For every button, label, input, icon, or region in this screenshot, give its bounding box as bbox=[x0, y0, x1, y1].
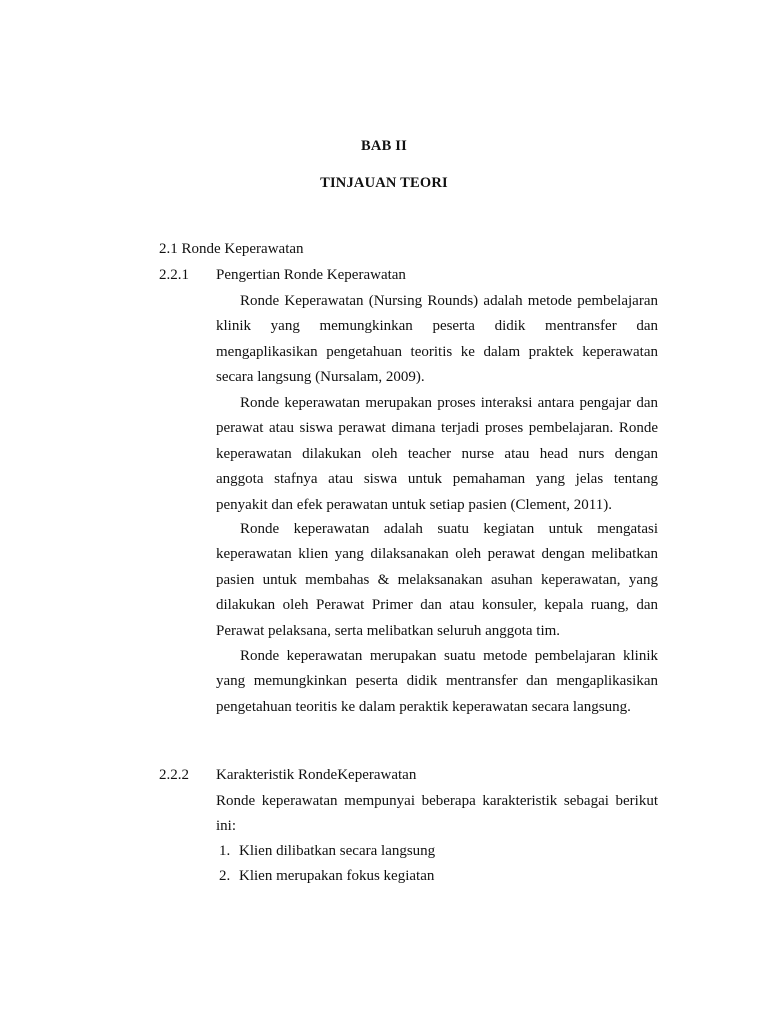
paragraph bbox=[216, 791, 658, 842]
paragraph bbox=[216, 519, 658, 646]
text-line: anggota stafnya atau siswa untuk pemahaman yang jelas tentang bbox=[216, 471, 658, 488]
text-line: Ronde keperawatan mempunyai beberapa karakteristik sebagai berikut bbox=[216, 793, 658, 809]
text-line: yang memungkinkan peserta didik mentransfer dan mengaplikasikan bbox=[216, 673, 658, 690]
list-item: Klien merupakan fokus kegiatan bbox=[239, 868, 435, 884]
text-line: keperawatan dilakukan oleh teacher nurse atau head nurs dengan bbox=[216, 445, 658, 462]
text-line: keperawatan klien yang dilaksanakan oleh perawat dengan melibatkan bbox=[216, 546, 658, 563]
text-line: Ronde keperawatan adalah suatu kegiatan untuk mengatasi bbox=[240, 521, 658, 537]
list-item: Klien dilibatkan secara langsung bbox=[239, 843, 436, 859]
subsection-title: Karakteristik RondeKeperawatan bbox=[216, 767, 417, 783]
text-line: perawat atau siswa perawat dimana terjadi proses pembelajaran. Ronde bbox=[216, 420, 658, 437]
text-line: Ronde keperawatan merupakan suatu metode pembelajaran klinik bbox=[240, 648, 658, 664]
chapter-title: TINJAUAN TEORI bbox=[320, 175, 448, 191]
subsection-number: 2.2.2 bbox=[159, 767, 189, 783]
chapter-label: BAB II bbox=[361, 138, 407, 154]
paragraph bbox=[216, 646, 658, 722]
text-line: pengetahuan teoritis ke dalam peraktik keperawatan secara langsung. bbox=[216, 698, 631, 715]
list-item-marker: 2. bbox=[219, 868, 231, 884]
subsection-number: 2.2.1 bbox=[159, 267, 189, 283]
text-line: mengaplikasikan pengetahuan teoritis ke dalam praktek keperawatan bbox=[216, 343, 658, 360]
paragraph bbox=[216, 291, 658, 393]
section-heading-2-1: 2.1 Ronde Keperawatan bbox=[159, 241, 304, 257]
text-line: ini: bbox=[216, 818, 237, 835]
text-line: dilakukan oleh Perawat Primer dan atau konsuler, kepala ruang, dan bbox=[216, 597, 658, 614]
text-line: Ronde keperawatan merupakan proses interaksi antara pengajar dan bbox=[240, 395, 658, 411]
list-item-marker: 1. bbox=[219, 843, 231, 859]
subsection-title: Pengertian Ronde Keperawatan bbox=[216, 267, 406, 283]
paragraph bbox=[216, 393, 658, 520]
text-line: pasien untuk membahas & melaksanakan asuhan keperawatan, yang bbox=[216, 571, 658, 588]
text-line: secara langsung (Nursalam, 2009). bbox=[216, 369, 425, 386]
text-line: Perawat pelaksana, serta melibatkan seluruh anggota tim. bbox=[216, 622, 561, 639]
text-line: penyakit dan efek perawatan untuk setiap pasien (Clement, 2011). bbox=[216, 496, 612, 513]
text-line: Ronde Keperawatan (Nursing Rounds) adalah metode pembelajaran bbox=[240, 293, 658, 309]
text-line: klinik yang memungkinkan peserta didik mentransfer dan bbox=[216, 318, 658, 335]
